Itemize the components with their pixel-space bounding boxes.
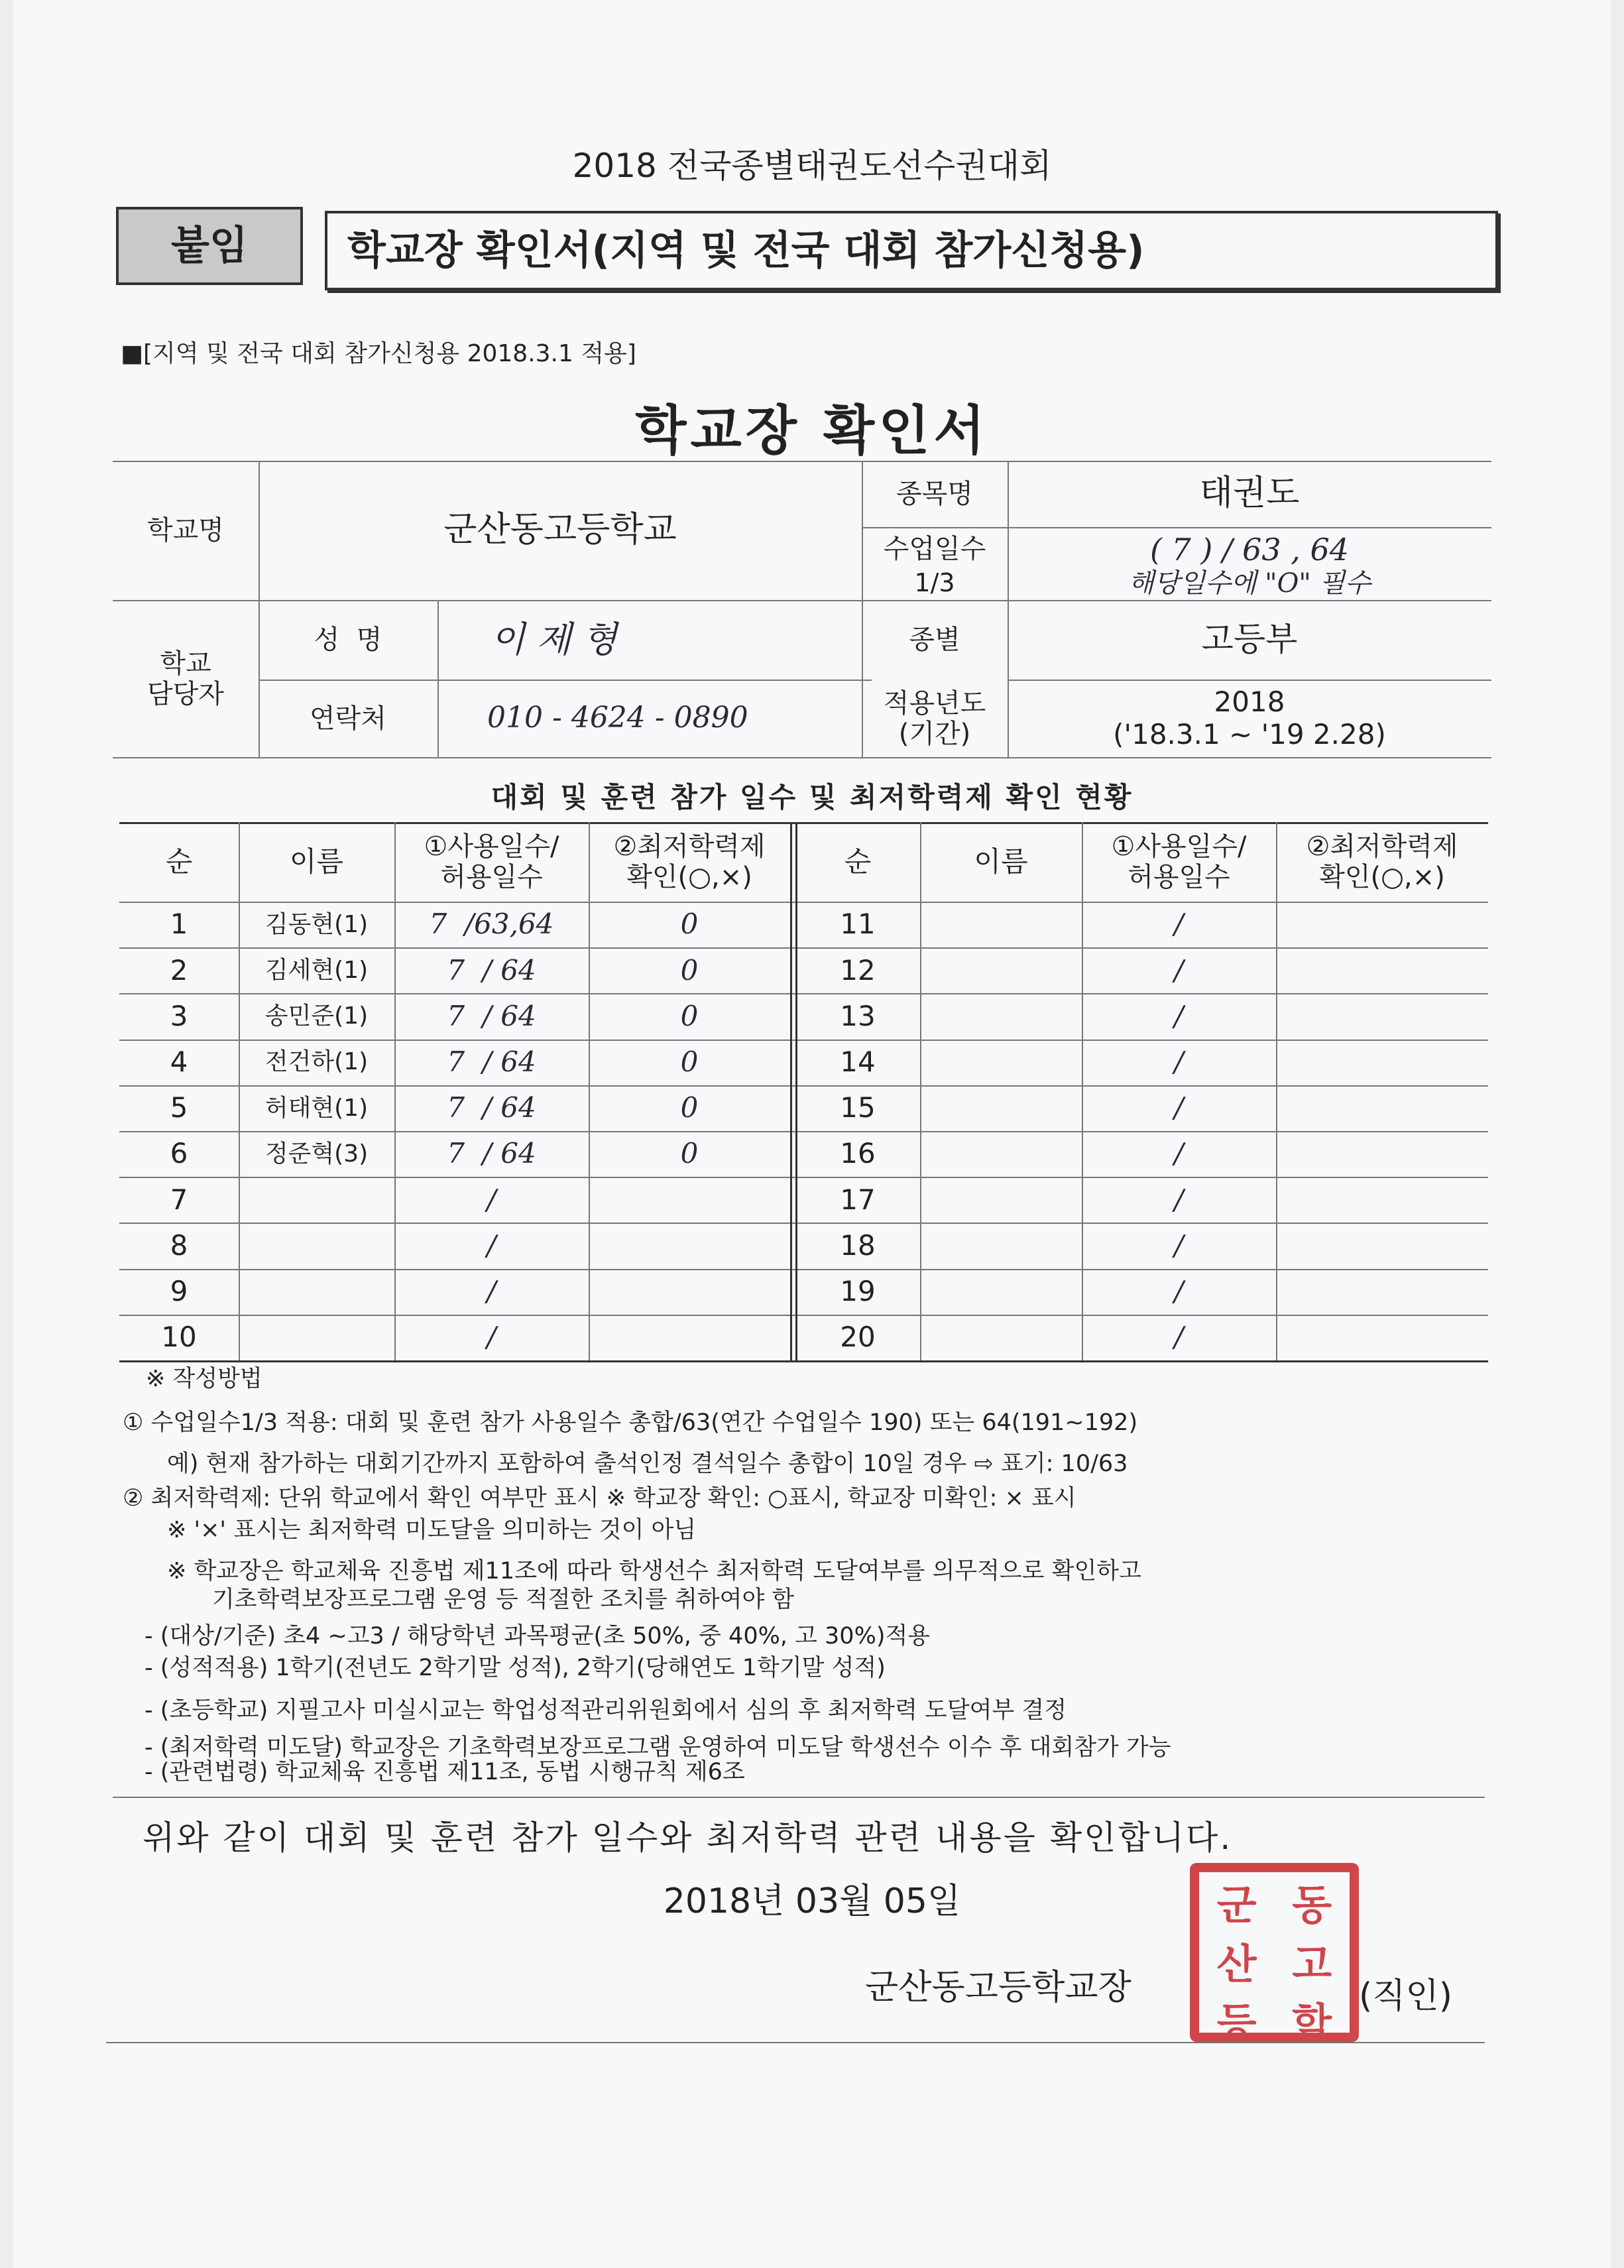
row-no: 16 bbox=[840, 1137, 876, 1170]
row-check: 0 bbox=[680, 1045, 699, 1079]
row-check bbox=[589, 1177, 790, 1223]
sport-label: 종목명 bbox=[896, 479, 973, 509]
row-no: 3 bbox=[170, 999, 188, 1032]
row-check bbox=[1276, 1315, 1488, 1360]
year-label bbox=[862, 680, 1008, 757]
row-name: 김세현(1) bbox=[264, 957, 369, 985]
event-title: 2018 전국종별태권도선수권대회 bbox=[572, 147, 1052, 185]
row-days: / bbox=[1174, 1091, 1184, 1124]
form-note: ■[지역 및 전국 대회 참가신청용 2018.3.1 적용] bbox=[121, 340, 636, 367]
header-days-line: ①사용일수/ bbox=[1111, 831, 1247, 862]
row-name bbox=[920, 947, 1082, 993]
document-page bbox=[13, 0, 1611, 2268]
confirm-statement: 위와 같이 대회 및 훈련 참가 일수와 최저학력 관련 내용을 확인합니다. bbox=[143, 1819, 1233, 1857]
row-days: / bbox=[1174, 1228, 1184, 1262]
row-days: / bbox=[487, 1321, 496, 1354]
note-line: - (성적적용) 1학기(전년도 2학기말 성적), 2학기(당해연도 1학기말 성적) bbox=[145, 1655, 886, 1681]
division-label: 종별 bbox=[909, 625, 960, 655]
seal-char: 학 bbox=[1292, 1999, 1332, 2047]
table-rule bbox=[119, 1360, 1488, 1362]
manager-label-line-1: 학교 bbox=[160, 648, 211, 679]
row-check bbox=[1276, 1085, 1488, 1131]
row-check bbox=[1276, 1223, 1488, 1268]
header-days-line: 허용일수 bbox=[1128, 862, 1230, 892]
row-name: 송민준(1) bbox=[264, 1002, 369, 1030]
row-no: 14 bbox=[840, 1045, 876, 1079]
row-days: 7 /63,64 bbox=[429, 908, 554, 941]
note-line: 기초학력보장프로그램 운영 등 적절한 조치를 취하여야 함 bbox=[212, 1586, 795, 1613]
manager-label bbox=[113, 600, 259, 757]
row-no: 12 bbox=[840, 953, 876, 986]
row-no: 10 bbox=[161, 1321, 197, 1354]
row-name bbox=[920, 1315, 1082, 1360]
header-no-right: 순 bbox=[844, 845, 872, 878]
manager-name-value: 이 제 형 bbox=[491, 618, 617, 660]
seal-char: 동 bbox=[1292, 1881, 1332, 1929]
row-check bbox=[1276, 1269, 1488, 1315]
row-check: 0 bbox=[680, 999, 699, 1032]
note-line: ② 최저학력제: 단위 학교에서 확인 여부만 표시 ※ 학교장 확인: ○표시, 학교장 미확인: × 표시 bbox=[123, 1485, 1076, 1512]
manager-contact-value: 010 - 4624 - 0890 bbox=[487, 701, 748, 735]
row-no: 9 bbox=[170, 1275, 188, 1308]
row-name bbox=[920, 1131, 1082, 1177]
class-days-value: ( 7 ) / 63 , 64 bbox=[1149, 531, 1350, 567]
manager-name-label: 성 명 bbox=[314, 625, 382, 655]
row-no: 15 bbox=[840, 1091, 876, 1124]
row-no: 19 bbox=[840, 1275, 876, 1308]
division-value: 고등부 bbox=[1201, 620, 1298, 659]
row-no: 18 bbox=[840, 1228, 876, 1262]
row-name bbox=[239, 1223, 394, 1268]
row-name bbox=[920, 1177, 1082, 1223]
note-line: ※ 학교장은 학교체육 진흥법 제11조에 따라 학생선수 최저학력 도달여부를 의무적으로 확인하고 bbox=[167, 1558, 1141, 1584]
class-days-ratio: 1/3 bbox=[914, 568, 955, 598]
header-days-line: ①사용일수/ bbox=[424, 831, 559, 862]
row-name bbox=[239, 1177, 394, 1223]
row-check bbox=[1276, 902, 1488, 947]
row-no: 4 bbox=[170, 1045, 188, 1079]
seal-char: 산 bbox=[1216, 1940, 1257, 1988]
row-days: / bbox=[1174, 1275, 1184, 1308]
row-check: 0 bbox=[680, 1091, 699, 1124]
row-no: 1 bbox=[170, 908, 188, 941]
school-name-label: 학교명 bbox=[147, 515, 224, 546]
row-days: 7 / 64 bbox=[447, 1137, 536, 1170]
row-days: 7 / 64 bbox=[447, 953, 536, 986]
row-days: / bbox=[487, 1275, 496, 1308]
note-line: ※ '×' 표시는 최저학력 미도달을 의미하는 것이 아님 bbox=[167, 1517, 697, 1543]
row-name bbox=[920, 993, 1082, 1039]
row-name: 허태현(1) bbox=[264, 1094, 369, 1122]
table-rule bbox=[790, 822, 792, 1360]
year-label-line-2: (기간) bbox=[898, 718, 971, 749]
manager-label-line-2: 담당자 bbox=[147, 678, 224, 709]
row-name bbox=[239, 1269, 394, 1315]
year-label-line-1: 적용년도 bbox=[883, 687, 986, 719]
row-days: / bbox=[1174, 1183, 1184, 1216]
year-value-line-2: ('18.3.1 ~ '19 2.28) bbox=[1113, 717, 1386, 750]
row-days: 7 / 64 bbox=[447, 999, 536, 1032]
row-name bbox=[920, 1223, 1082, 1268]
header-check-line: 확인(○,×) bbox=[1319, 862, 1445, 892]
row-name: 정준혁(3) bbox=[264, 1140, 369, 1167]
row-check bbox=[1276, 1131, 1488, 1177]
row-no: 13 bbox=[840, 999, 876, 1032]
seal-char: 군 bbox=[1216, 1881, 1257, 1929]
row-days: / bbox=[1174, 1045, 1184, 1079]
row-name bbox=[920, 1269, 1082, 1315]
header-days-left bbox=[394, 822, 589, 902]
status-title: 대회 및 훈련 참가 일수 및 최저학력제 확인 현황 bbox=[491, 781, 1133, 813]
row-check bbox=[1276, 947, 1488, 993]
seal-char: 등 bbox=[1216, 1999, 1257, 2047]
seal-label: (직인) bbox=[1359, 1976, 1453, 2016]
row-no: 8 bbox=[170, 1228, 188, 1262]
row-check bbox=[1276, 993, 1488, 1039]
confirm-date: 2018년 03월 05일 bbox=[663, 1881, 961, 1921]
row-name: 김동현(1) bbox=[264, 910, 369, 938]
note-line: ① 수업일수1/3 적용: 대회 및 훈련 참가 사용일수 총합/63(연간 수업일수 190) 또는 64(191~192) bbox=[123, 1409, 1138, 1436]
row-check bbox=[589, 1269, 790, 1315]
attachment-label: 붙임 bbox=[116, 207, 303, 285]
note-line: 예) 현재 참가하는 대회기간까지 포함하여 출석인정 결석일수 총합이 10일 경우 ⇨ 표기: 10/63 bbox=[167, 1451, 1128, 1477]
row-days: / bbox=[487, 1228, 496, 1262]
note-line: - (최저학력 미도달) 학교장은 기초학력보장프로그램 운영하여 미도달 학생선수 이수 후 대회참가 가능 bbox=[145, 1734, 1171, 1761]
row-no: 20 bbox=[840, 1321, 876, 1354]
row-no: 5 bbox=[170, 1091, 188, 1124]
row-name: 전건하(1) bbox=[264, 1048, 369, 1076]
row-days: 7 / 64 bbox=[447, 1045, 536, 1079]
row-no: 11 bbox=[840, 908, 876, 941]
header-check-left bbox=[589, 822, 790, 902]
row-check bbox=[1276, 1177, 1488, 1223]
row-no: 2 bbox=[170, 953, 188, 986]
note-line: - (초등학교) 지필고사 미실시교는 학업성적관리위원회에서 심의 후 최저학력 도달여부 결정 bbox=[145, 1697, 1067, 1724]
class-days-label: 수업일수 bbox=[883, 533, 986, 564]
official-seal-stamp bbox=[1190, 1863, 1359, 2047]
notes-heading: ※ 작성방법 bbox=[146, 1366, 262, 1392]
header-days-right bbox=[1082, 822, 1276, 902]
row-check: 0 bbox=[680, 953, 699, 986]
school-name-value: 군산동고등학교 bbox=[443, 510, 677, 550]
sport-value: 태권도 bbox=[1199, 473, 1300, 514]
row-no: 6 bbox=[170, 1137, 188, 1170]
document-title: 학교장 확인서 bbox=[635, 400, 989, 461]
header-check-right bbox=[1276, 822, 1488, 902]
note-line: - (대상/기준) 초4 ~고3 / 해당학년 과목평균(초 50%, 중 40%, 고 30%)적용 bbox=[145, 1623, 931, 1649]
header-check-line: ②최저학력제 bbox=[613, 831, 766, 862]
row-days: / bbox=[1174, 953, 1184, 986]
header-name-left: 이름 bbox=[289, 845, 344, 878]
row-no: 7 bbox=[170, 1183, 188, 1216]
row-check: 0 bbox=[680, 1137, 699, 1170]
row-check bbox=[589, 1315, 790, 1360]
year-value bbox=[1008, 680, 1491, 757]
header-no-left: 순 bbox=[165, 845, 193, 878]
year-value-line-1: 2018 bbox=[1214, 686, 1285, 719]
attachment-title: 학교장 확인서(지역 및 전국 대회 참가신청용) bbox=[325, 211, 1498, 290]
row-check bbox=[1276, 1040, 1488, 1085]
signer-name: 군산동고등학교장 bbox=[865, 1968, 1131, 2007]
header-check-line: 확인(○,×) bbox=[626, 862, 752, 892]
row-days: / bbox=[1174, 999, 1184, 1032]
seal-char: 고 bbox=[1292, 1940, 1332, 1988]
header-check-line: ②최저학력제 bbox=[1306, 831, 1458, 862]
row-days: / bbox=[1174, 908, 1184, 941]
row-no: 17 bbox=[840, 1183, 876, 1216]
row-name bbox=[920, 1040, 1082, 1085]
row-days: / bbox=[487, 1183, 496, 1216]
row-name bbox=[920, 902, 1082, 947]
header-days-line: 허용일수 bbox=[440, 862, 543, 892]
note-line: - (관련법령) 학교체육 진흥법 제11조, 동법 시행규칙 제6조 bbox=[145, 1759, 745, 1785]
row-name bbox=[920, 1085, 1082, 1131]
row-check bbox=[589, 1223, 790, 1268]
row-days: / bbox=[1174, 1137, 1184, 1170]
row-name bbox=[239, 1315, 394, 1360]
row-days: / bbox=[1174, 1321, 1184, 1354]
row-days: 7 / 64 bbox=[447, 1091, 536, 1124]
class-days-note: 해당일수에 "O" 필수 bbox=[1128, 568, 1371, 599]
header-name-right: 이름 bbox=[974, 845, 1028, 878]
manager-contact-label: 연락처 bbox=[310, 703, 386, 734]
row-check: 0 bbox=[680, 908, 699, 941]
